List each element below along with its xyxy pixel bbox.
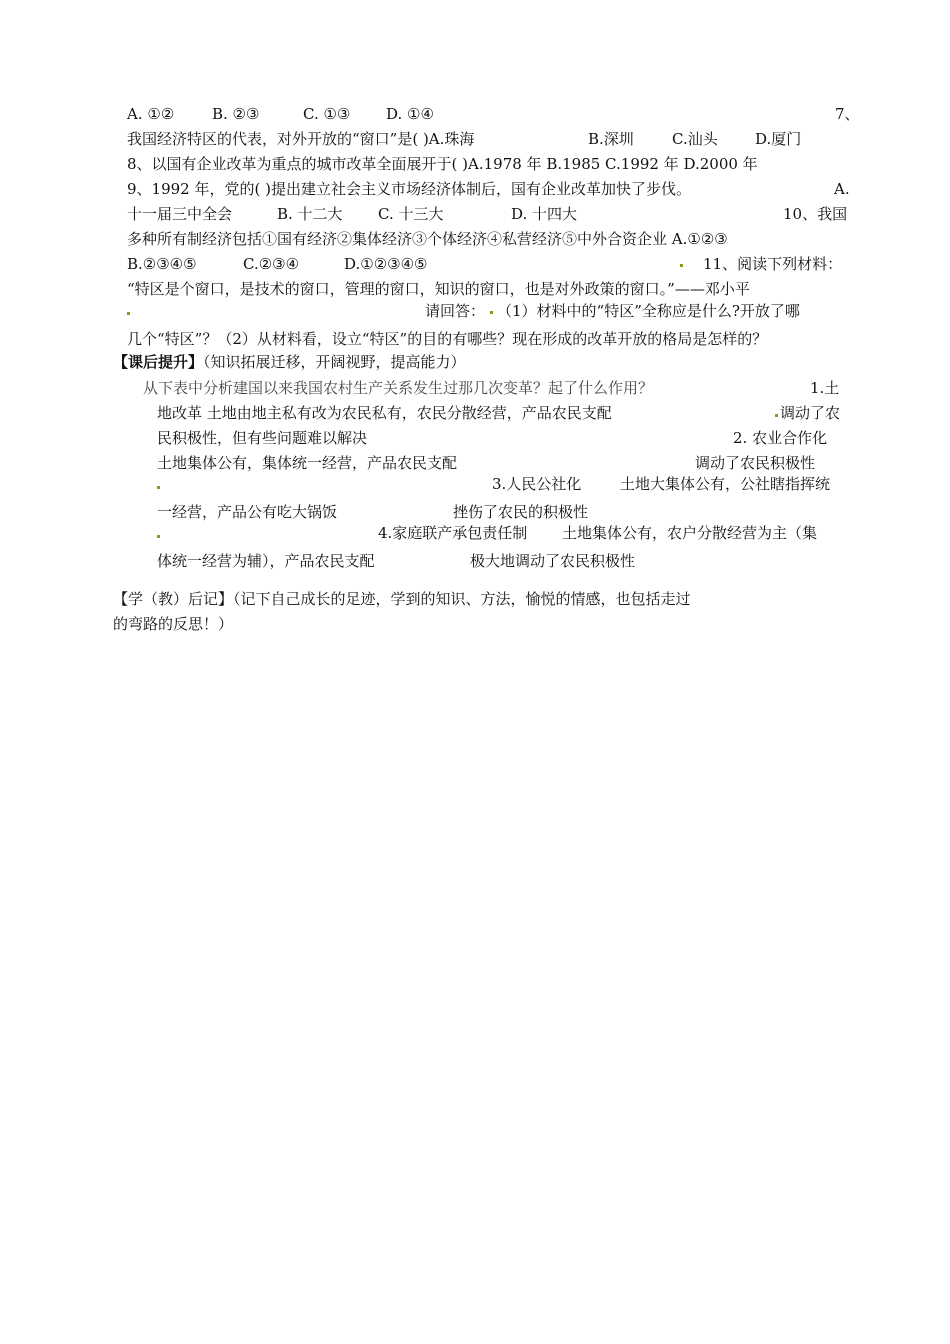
q10-option-c: C.②③④ (243, 255, 300, 273)
q9-option-d: D. 十四大 (511, 205, 578, 223)
row2-content: 土地集体公有，集体统一经营，产品农民支配 (157, 454, 458, 472)
row3-number: 3.人民公社化 (492, 475, 582, 493)
q7-option-c: C.汕头 (672, 130, 718, 148)
q9-option-c: C. 十三大 (378, 205, 444, 223)
q7-stem: 我国经济特区的代表，对外开放的“窗口”是( )A.珠海 (127, 130, 475, 148)
row4-content: 土地集体公有，农户分散经营为主（集 (562, 524, 818, 542)
q7-option-d: D.厦门 (755, 130, 802, 148)
q6-option-c: C. ①③ (303, 105, 351, 123)
q7-option-b: B.深圳 (588, 130, 634, 148)
extension-section (113, 352, 466, 372)
q11-prompt: 请回答： (425, 302, 486, 320)
q10-option-b: B.②③④⑤ (127, 255, 197, 273)
q9-option-a-prefix: A. (834, 180, 850, 198)
row3-effect: 挫伤了农民的积极性 (453, 503, 589, 521)
row4-number: 4.家庭联产承包责任制 (378, 524, 528, 542)
afterword-heading: 【学（教）后记】 (113, 590, 234, 608)
q8-line: 8、以国有企业改革为重点的城市改革全面展开于( )A.1978 年 B.1985 C.1992 年 D.2000 年 (127, 155, 758, 173)
extension-question: 从下表中分析建国以来我国农村生产关系发生过那几次变革？起了什么作用？ (143, 379, 654, 397)
q10-option-d: D.①②③④⑤ (344, 255, 428, 273)
q11-subquestion-2: 几个“特区”？（2）从材料看，设立“特区”的目的有哪些？现在形成的改革开放的格局是怎样的？ (127, 330, 768, 348)
row1-number: 1.土 (810, 379, 840, 397)
row1-effect-cont: 民积极性，但有些问题难以解决 (157, 429, 368, 447)
stray-dot (680, 264, 683, 267)
afterword-text: （记下自己成长的足迹，学到的知识、方法，愉悦的情感，也包括走过 (233, 590, 691, 608)
q6-option-d: D. ①④ (386, 105, 434, 123)
q11-number: 11、阅读下列材料： (703, 255, 843, 273)
q7-number: 7、 (835, 105, 860, 123)
row4-content-cont: 体统一经营为辅），产品农民支配 (157, 552, 375, 570)
extension-heading: 【课后提升】 (113, 353, 204, 371)
q10-number: 10、我国 (783, 205, 848, 223)
q6-option-a: A. ①② (127, 105, 175, 123)
afterword-text-cont: 的弯路的反思！） (113, 615, 234, 633)
row1-effect: 调动了农 (780, 404, 841, 422)
extension-description: （知识拓展迁移，开阔视野，提高能力） (203, 353, 466, 371)
row2-effect: 调动了农民积极性 (695, 454, 816, 472)
q9-option-a: 十一届三中全会 (127, 205, 233, 223)
row2-number: 2. 农业合作化 (733, 429, 828, 447)
q9-stem: 9、1992 年，党的( )提出建立社会主义市场经济体制后，国有企业改革加快了步伐。 (127, 180, 691, 198)
row1-content: 地改革 土地由地主私有改为农民私有，农民分散经营，产品农民支配 (157, 404, 612, 422)
stray-dot (157, 486, 160, 489)
stray-dot (127, 312, 130, 315)
q11-subquestion-1: （1）材料中的“特区”全称应是什么?开放了哪 (497, 302, 800, 320)
q9-option-b: B. 十二大 (277, 205, 343, 223)
afterword-section (113, 589, 691, 609)
row4-effect: 极大地调动了农民积极性 (470, 552, 636, 570)
q10-stem: 多种所有制经济包括①国有经济②集体经济③个体经济④私营经济⑤中外合资企业 A.①②③ (127, 230, 728, 248)
stray-dot (490, 311, 493, 314)
q11-quote: “特区是个窗口，是技术的窗口，管理的窗口，知识的窗口，也是对外政策的窗口。”——邓小平 (127, 280, 750, 298)
stray-dot (775, 414, 778, 417)
row3-content: 土地大集体公有，公社瞎指挥统 (620, 475, 831, 493)
q6-option-b: B. ②③ (212, 105, 260, 123)
row3-content-cont: 一经营，产品公有吃大锅饭 (157, 503, 338, 521)
stray-dot (157, 535, 160, 538)
